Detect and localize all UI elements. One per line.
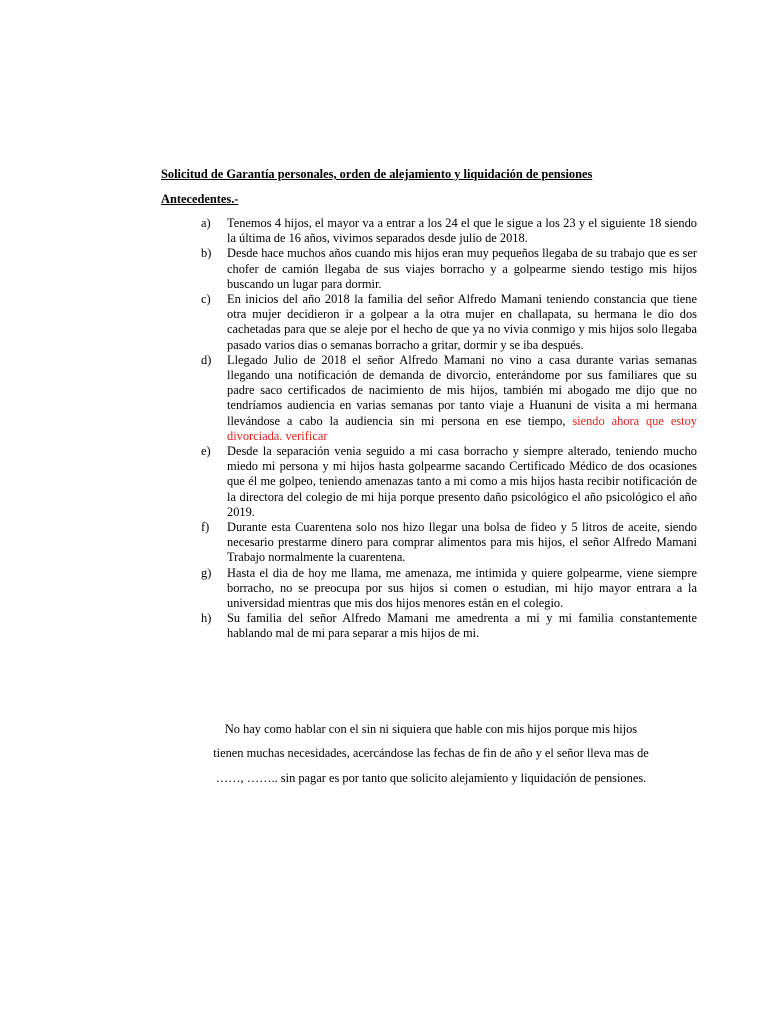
list-marker: h) [201,611,212,626]
closing-paragraph-line: tienen muchas necesidades, acercándose las fechas de fin de año y el señor lleva mas de [213,746,649,760]
list-marker: b) [201,246,212,261]
document-title: Solicitud de Garantía personales, orden de alejamiento y liquidación de pensiones [161,167,593,181]
antecedents-list [201,216,697,642]
list-item [201,246,697,292]
list-item-text: Desde hace muchos años cuando mis hijos eran muy pequeños llegaba de su trabajo que es ser chofer de camión llegaba de sus viajes borracho y a golpearme siendo testigo mis hijos buscando un lugar para dormir. [227,246,697,291]
list-item [201,520,697,566]
list-item [201,216,697,246]
list-item-text: Su familia del señor Alfredo Mamani me amedrenta a mi y mi familia constantemente hablando mal de mi para separar a mis hijos de mi. [227,611,697,641]
list-marker: a) [201,216,211,230]
list-marker: c) [201,292,211,307]
section-heading: Antecedentes.- [161,192,239,206]
list-marker: e) [201,444,211,459]
highlighted-note: siendo ahora que estoy divorciada. verificar [227,413,697,443]
list-item-text: Durante esta Cuarentena solo nos hizo llegar una bolsa de fideo y 5 litros de aceite, siendo necesario prestarme dinero para comprar alimentos para mis hijos, el señor Alfredo Mamani Trabajo normalmente la cuarentena. [227,520,697,565]
list-marker: d) [201,352,212,367]
list-item [201,444,697,520]
list-item-text: Hasta el dia de hoy me llama, me amenaza, me intimida y quiere golpearme, viene siempre borracho, no se preocupa por sus hijos si comen o estudian, mi hijo mayor entrara a la universidad mientras que mis dos hijos menores están en el colegio. [227,565,697,611]
closing-paragraph-line: No hay como hablar con el sin ni siquiera que hable con mis hijos porque mis hijos [224,722,638,736]
list-marker: g) [201,565,212,580]
closing-paragraph-line: ……, …….. sin pagar es por tanto que solicito alejamiento y liquidación de pensiones. [215,771,647,785]
list-item-text: Desde la separación venia seguido a mi casa borracho y siempre alterado, teniendo mucho miedo mi persona y mi hijos hasta golpearme sacando Certificado Médico de dos ocasiones que él me golpeo, teniendo amenazas tanto a mi como a mis hijos hasta recibir notificación de la directora del colegio de mi hija porque presento daño psicológico el año psicológico el año 2019. [227,444,697,519]
list-item [201,566,697,612]
list-item [201,611,697,641]
list-item [201,353,697,444]
list-marker: f) [201,520,210,535]
list-item-text: Llegado Julio de 2018 el señor Alfredo Mamani no vino a casa durante varias semanas llegando una notificación de demanda de divorcio, enterándome por sus familiares que su padre saco certificados de nacimiento de mis hijos, también mi abogado me dijo que no tendríamos audiencia en varias semanas por tanto viaje a Huanuni de visita a mi hermana llevándose a cabo la audiencia sin mi persona en ese tiempo, [227,352,697,428]
list-item-text: En inicios del año 2018 la familia del señor Alfredo Mamani teniendo constancia que tiene otra mujer decidieron ir a golpear a la otra mujer en challapata, su hermana le dio dos cachetadas para que se aleje por el hecho de que ya no vivia conmigo y mis hijos solo llegaba pasado varios dias o semanas borracho a gritar, dormir y se iba después. [227,292,697,352]
list-item [201,292,697,353]
list-item-text: Tenemos 4 hijos, el mayor va a entrar a los 24 el que le sigue a los 23 y el siguiente 18 siendo la última de 16 años, vivimos separados desde julio de 2018. [227,216,697,246]
